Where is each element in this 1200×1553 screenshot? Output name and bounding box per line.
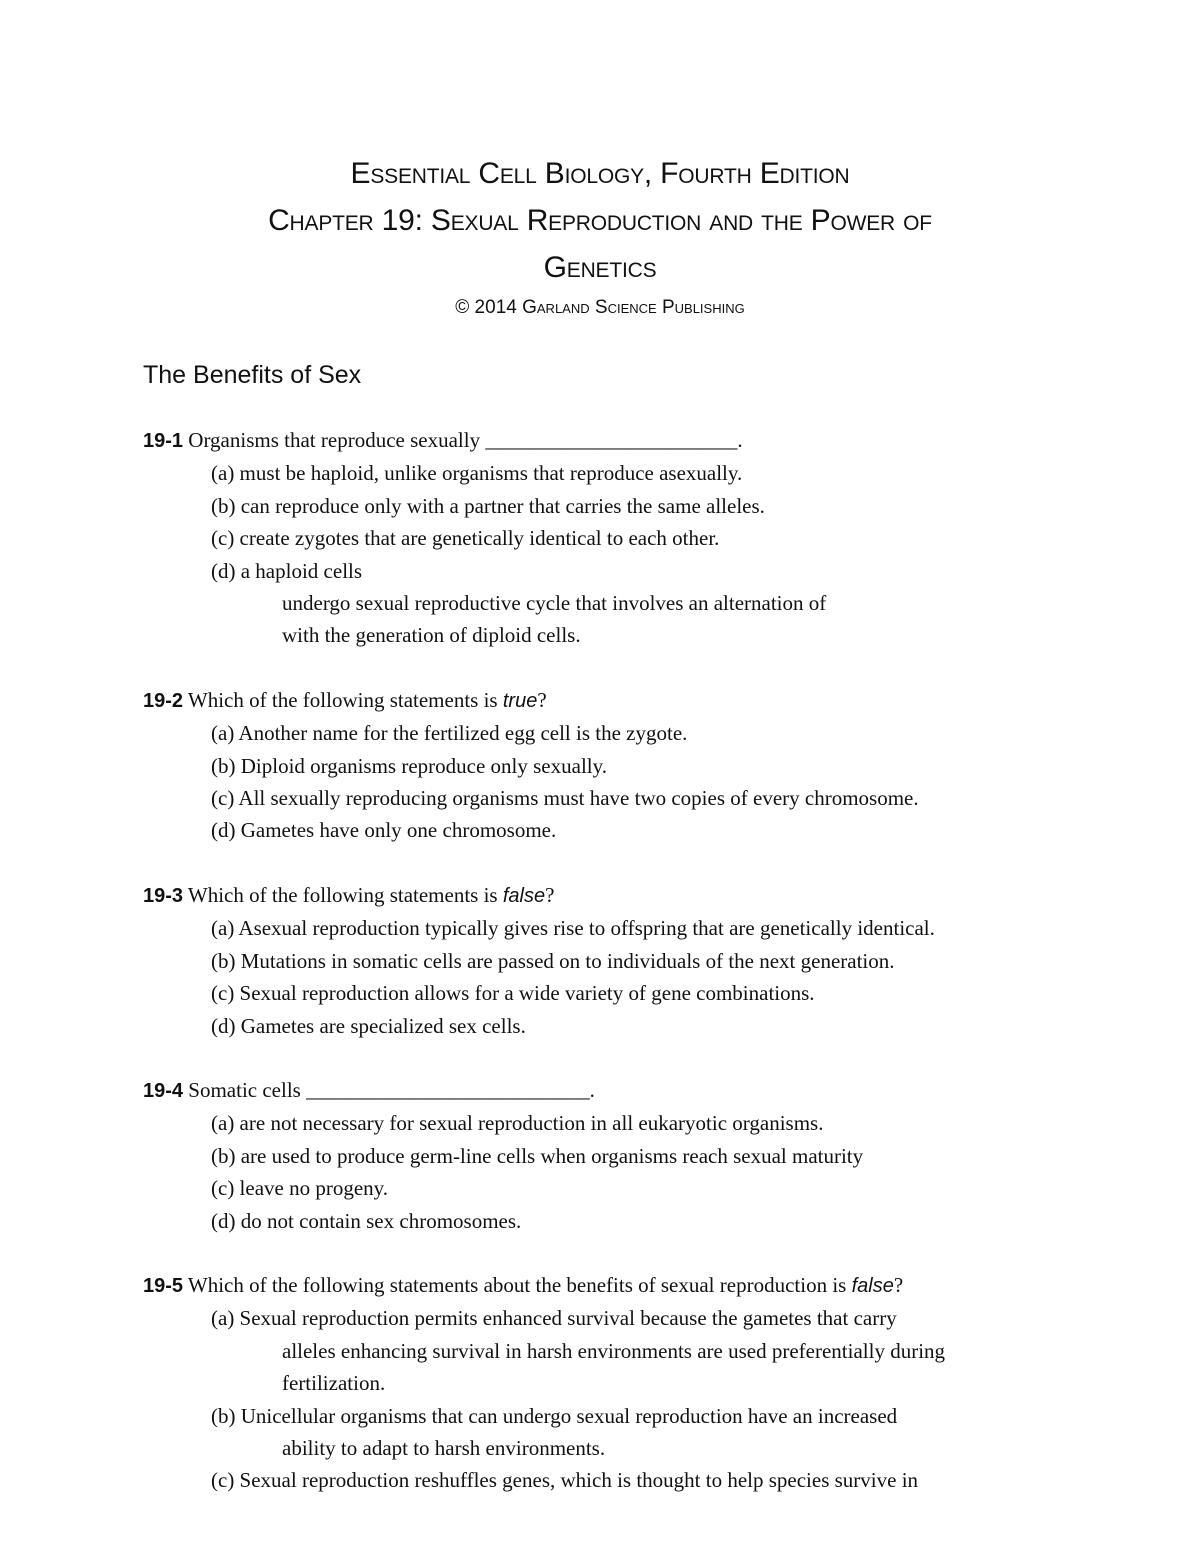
question-stem [143,1269,1063,1302]
option-a-continuation: fertilization. [282,1371,386,1396]
option-c: (c) Sexual reproduction reshuffles genes, which is thought to help species survive in [211,1468,919,1493]
chapter-title-line-2: Genetics [543,251,657,284]
question-19-3 [143,879,1063,1042]
stem-text: Which of the following statements is [187,687,498,712]
option-a: (a) must be haploid, unlike organisms that reproduce asexually. [211,461,743,486]
question-stem [143,684,1063,717]
option-a: (a) Sexual reproduction permits enhanced survival because the gametes that carry [211,1306,897,1331]
option-a: (a) are not necessary for sexual reproduction in all eukaryotic organisms. [211,1111,824,1136]
title-block [0,150,1200,323]
book-title: Essential Cell Biology, Fourth Edition [350,157,850,190]
option-d: (d) Gametes have only one chromosome. [211,818,557,843]
option-b: (b) Unicellular organisms that can undergo sexual reproduction have an increased [211,1403,898,1428]
stem-punctuation: ? [545,882,555,907]
question-19-2 [143,684,1063,847]
option-d: (d) Gametes are specialized sex cells. [211,1013,526,1038]
question-19-1 [143,424,1063,652]
option-a: (a) Another name for the fertilized egg cell is the zygote. [211,721,688,746]
question-stem [143,879,1063,912]
stem-emphasis: false [851,1274,894,1297]
stem-punctuation: ? [537,687,547,712]
option-a-continuation: alleles enhancing survival in harsh environments are used preferentially during [282,1338,946,1363]
stem-text: Somatic cells ___________________________. [188,1077,595,1102]
option-b: (b) are used to produce germ-line cells when organisms reach sexual maturity [211,1143,864,1168]
option-d: (d) a haploid cells [211,558,363,583]
option-d-continuation: undergo sexual reproductive cycle that involves an alternation of [282,591,827,616]
option-c: (c) All sexually reproducing organisms must have two copies of every chromosome. [211,786,919,811]
question-list [143,424,1063,1529]
option-b: (b) Diploid organisms reproduce only sexually. [211,753,608,778]
option-b-continuation: ability to adapt to harsh environments. [282,1435,606,1460]
option-d: (d) do not contain sex chromosomes. [211,1208,522,1233]
stem-emphasis: true [502,689,538,712]
option-a: (a) Asexual reproduction typically gives rise to offspring that are genetically identical. [211,916,935,941]
question-number: 19-4 [143,1079,184,1102]
stem-text: Organisms that reproduce sexually ________________________. [188,428,743,452]
chapter-title-line-1: Chapter 19: Sexual Reproduction and the Power of [268,204,932,237]
option-c: (c) create zygotes that are genetically identical to each other. [211,526,720,551]
stem-emphasis: false [502,884,546,907]
stem-text: Which of the following statements about the benefits of sexual reproduction is [187,1272,847,1297]
question-19-5 [143,1269,1063,1497]
question-stem [143,424,1063,457]
question-number: 19-5 [143,1274,184,1297]
option-c: (c) Sexual reproduction allows for a wide variety of gene combinations. [211,981,815,1006]
question-number: 19-3 [143,884,184,907]
question-number: 19-1 [143,430,184,452]
question-19-4 [143,1074,1063,1237]
stem-punctuation: ? [893,1272,904,1297]
option-b: (b) Mutations in somatic cells are passed on to individuals of the next generation. [211,948,895,973]
stem-text: Which of the following statements is [187,882,498,907]
option-b: (b) can reproduce only with a partner that carries the same alleles. [211,493,765,518]
option-c: (c) leave no progeny. [211,1176,389,1201]
question-number: 19-2 [143,689,184,712]
section-heading: The Benefits of Sex [143,361,362,389]
option-d-continuation: with the generation of diploid cells. [282,623,581,648]
copyright-line: © 2014 Garland Science Publishing [455,297,745,318]
question-stem [143,1074,1063,1107]
